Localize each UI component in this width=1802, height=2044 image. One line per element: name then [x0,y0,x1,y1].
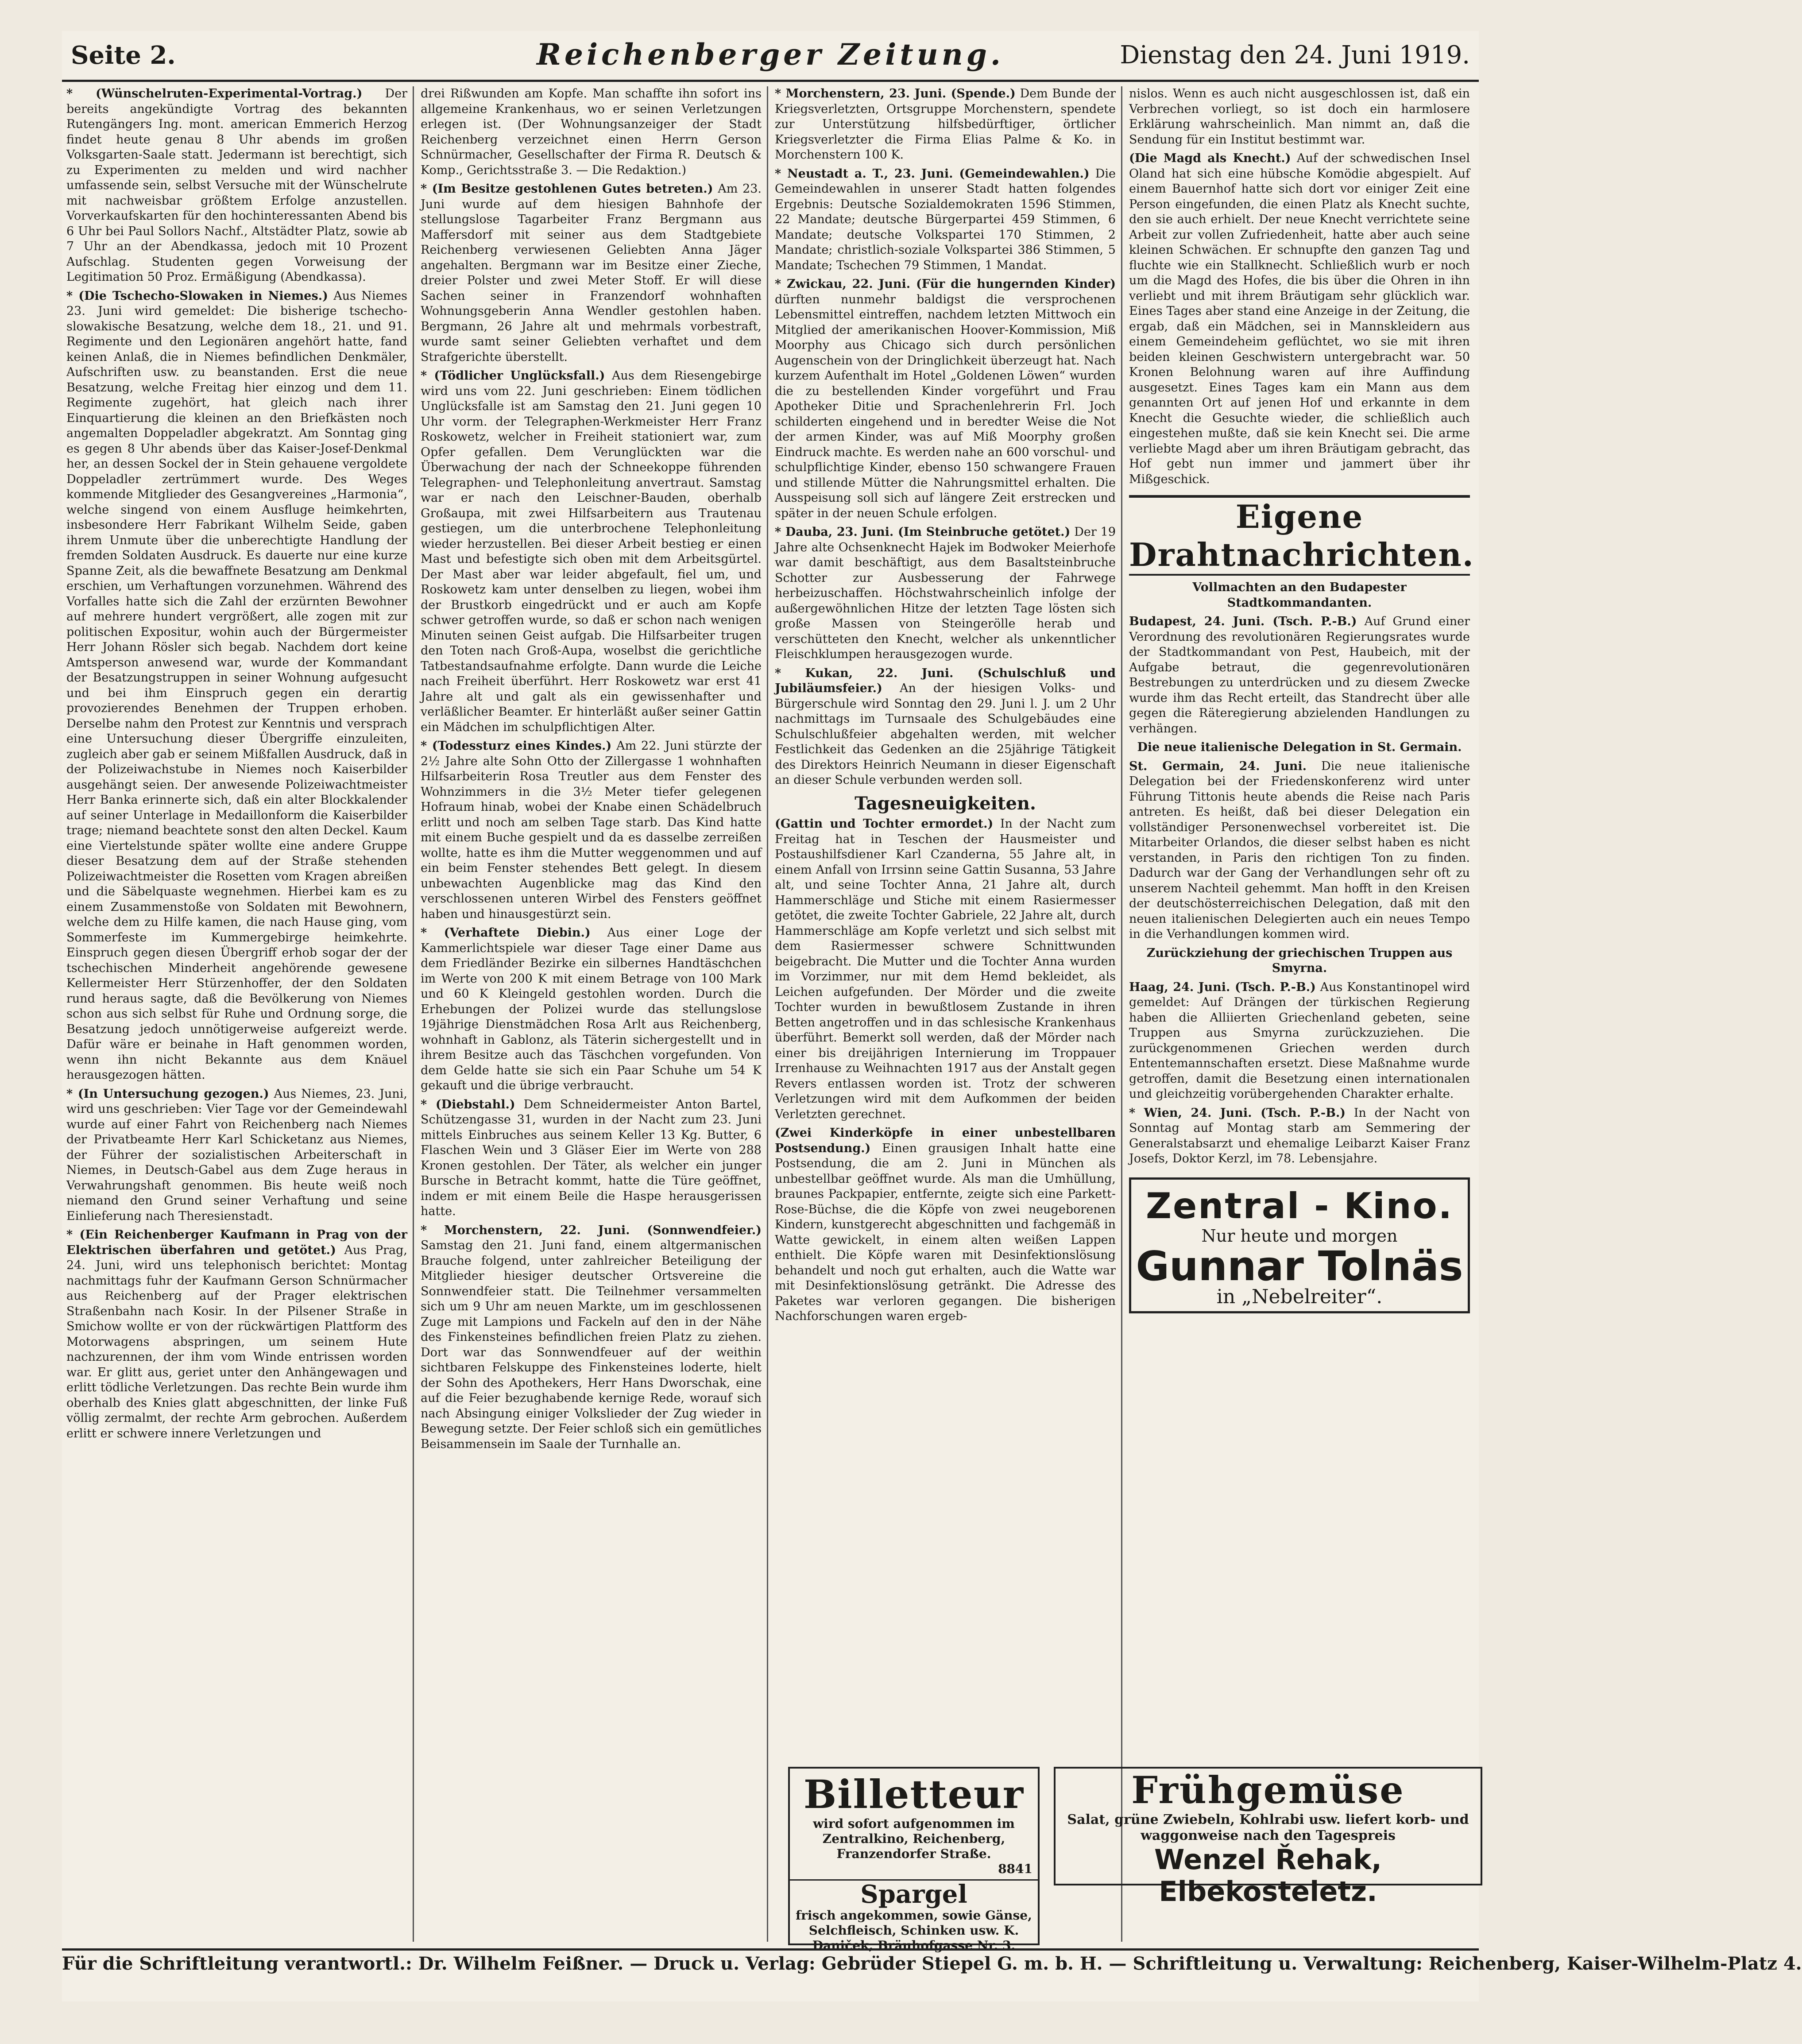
article-heading: Haag, 24. Juni. (Tsch. P.-B.) [1129,980,1316,994]
article-body: In der Nacht von Sonntag auf Montag starb am Semmering der Generalstabsarzt und ehemalige Leibarzt Kaiser Franz Josefs, Doktor Kerzl, im 78. Lebensjahre. [1129,1106,1470,1165]
article-heading: Budapest, 24. Juni. (Tsch. P.-B.) [1129,615,1357,628]
article-heading: St. Germain, 24. Juni. [1129,759,1307,773]
article-body: Aus Niemes 23. Juni wird gemeldet: Die bisherige tschecho-slowakische Besatzung, welche dem 18., 21. und 91. Regimente und den Legionären angehört hatte, fand keinen Anlaß, die in Niemes befindlichen Denkmäler, Aufschriften usw. zu beanstanden. Erst die neue Besatzung, welche Freitag hier einzog und dem 11. Regimente zugehört, hat gleich nach ihrer Einquartierung die kleinen an den Briefkästen noch angemalten Doppeladler abgekratzt. Am Sonntag ging es gegen 8 Uhr abends über das Kaiser-Josef-Denkmal her, an dessen Sockel der in Stein gehauene vergoldete Doppeladler zertrümmert wurde. Des Weges kommende Mitglieder des Gesangvereines „Harmonia“, welche singend von einem Ausfluge heimkehrten, insbesondere Herr Fabrikant Wilhelm Seide, gaben ihrem Unmute über die unberechtigte Handlung der fremden Soldaten Ausdruck. Es dauerte nur eine kurze Spanne Zeit, als die bewaffnete Besatzung am Denkmal erschien, um Verhaftungen vorzunehmen. Während des Vorfalles hatte sich die Zahl der erzürnten Bewohner auf mehrere hundert vergrößert, alle zogen mit zur politischen Expositur, wohin auch der Bürgermeister Herr Johann Rösler sich begab. Nachdem dort keine Amtsperson anwesend war, wurde der Kommandant der Besatzungstruppen in seiner Wohnung aufgesucht und bei ihm Einspruch gegen ein derartig provozierendes Benehmen der Truppen erhoben. Derselbe nahm den Protest zur Kenntnis und versprach eine Untersuchung dieser Übergriffe einzuleiten, zugleich aber gab er seinem Mißfallen Ausdruck, daß in der Polizeiwachstube in Niemes noch Kaiserbilder ausgehängt seien. Der anwesende Polizeiwachtmeister Herr Banka erinnerte sich, daß ein alter Blockkalender auf seiner Unterlage in Medaillonform die Kaiserbilder trage; niemand beachtete sonst den alten Deckel. Kaum eine Viertelstunde später wollte eine andere Gruppe dieser Besatzung dem auf der Straße stehenden Polizeiwachtmeister die Rosetten vom Kragen abreißen und die Säbelquaste wegnehmen. Hierbei kam es zu einem Zusammenstoße von Soldaten mit Bewohnern, welche dem zu Hilfe kamen, die nach Hause ging, vom Sommerfeste im Kummergebirge heimkehrte. Einspruch gegen diesen Übergriff erhob sogar der der tschechischen Minderheit angehörende gewesene Kellermeister Herr Stürzenhoffer, der den Soldaten rund heraus sagte, daß die Bevölkerung von Niemes schon aus sich selbst für Ruhe und Ordnung sorge, die Besatzung jedoch unnötigerweise aufgereizt werde. Dafür wäre er beinahe in Haft genommen worden, wenn ihn nicht Bekannte aus dem Knäuel herausgezogen hätten. [66,289,407,1082]
article-heading: * (Diebstahl.) [421,1097,515,1111]
fruehgemuese-name: Wenzel Řehak, Elbekosteletz. [1154,1843,1382,1908]
article-body: Dem Bunde der Kriegsverletzten, Ortsgruppe Morchenstern, spendete zur Unterstützung hilfsbedürftiger, örtlicher Kriegsverletzter die Firma Elias Palme & Ko. in Morchenstern 100 K. [775,87,1116,162]
issue-date: Dienstag den 24. Juni 1919. [1120,41,1470,70]
article [1129,614,1470,736]
column-4-mid2 [1129,759,1470,942]
article-heading: * (Tödlicher Unglücksfall.) [421,369,605,383]
article [421,739,762,922]
billetteur-ad [788,1767,1040,1953]
article [66,1087,407,1224]
article-body: In der Nacht zum Freitag hat in Teschen der Hausmeister und Postaushilfsdiener Karl Czanderna, 55 Jahre alt, in einem Anfall von Irrsinn seine Gattin Susanna, 53 Jahre alt, und seine Tochter Anna, 21 Jahre alt, durch Hammerschläge und Stiche mit einem Rasiermesser getötet, die zweite Tochter Gabriele, 22 Jahre alt, durch Hammerschläge am Kopfe verletzt und sich selbst mit dem Rasiermesser schwere Schnittwunden beigebracht. Die Mutter und die Tochter Anna wurden im Vorzimmer, nur mit dem Hemd bekleidet, als Leichen aufgefunden. Der Mörder und die zweite Tochter wurden in bewußtlosem Zustande in ihren Betten angetroffen und in das schlesische Krankenhaus überführt. Bemerkt soll werden, daß der Mörder nach einer bis dreijährigen Internierung im Troppauer Irrenhause zu Weihnachten 1917 aus der Anstalt gegen Revers entlassen worden ist. Trotz der schweren Verletzungen wird mit dem Aufkommen der beiden Verletzten gerechnet. [775,817,1116,1121]
kino-film: in „Nebelreiter“. [1216,1285,1383,1308]
article [775,277,1116,521]
article-body: Auf der schwedischen Insel Oland hat sich eine hübsche Komödie abgespielt. Auf einem Bauernhof hatte sich dort vor einiger Zeit eine Person eingefunden, die einen Platz als Knecht suchte, den sie auch erhielt. Der neue Knecht verrichtete seine Arbeit zur vollen Zufriedenheit, hatte aber auch seine kleinen Schwächen. Er schnupfte den ganzen Tag und fluchte wie ein Stallknecht. Schließlich wurb er noch um die Magd des Hofes, die bis über die Ohren in ihn verliebt und mit ihrem Bräutigam sehr glücklich war. Eines Tages aber stand eine Anzeige in der Zeitung, die ergab, daß ein Mädchen, sei in Mannskleidern aus einem Gemeindeheim geflüchtet, wo sie mit ihren beiden kleinen Geschwistern untergebracht war. 50 Kronen Belohnung waren auf ihre Auffindung ausgesetzt. Eines Tages kam ein Mann aus dem genannten Ort auf jenen Hof und erkannte in dem Knecht die Gesuchte wieder, die schließlich auch eingestehen mußte, daß sie kein Knecht sei. Die arme verliebte Magd aber um ihren Bräutigam gebracht, das Hof gebt nun immer und jammert über ihr Mißgeschick. [1129,151,1470,486]
section-heading: Tagesneuigkeiten. [855,793,1036,814]
columns [62,86,1479,1942]
article [421,182,762,365]
italian-delegation-heading: Die neue italienische Delegation in St. Germain. [1137,740,1462,754]
article-heading: * (In Untersuchung gezogen.) [66,1087,269,1101]
article-body: Aus Konstantinopel wird gemeldet: Auf Drängen der türkischen Regierung haben die Alliierten Griechenland gebeten, seine Truppen aus Smyrna zurückzuziehen. Die zurückgenommenen Griechen werden durch Ententemannschaften ersetzt. Diese Maßnahme wurde getroffen, damit die Besetzung einen internationalen und gleichzeitig vorübergehenden Charakter erhalte. [1129,980,1470,1101]
article-heading: (Gattin und Tochter ermordet.) [775,817,994,831]
article-body: Am 23. Juni wurde auf dem hiesigen Bahnhofe der stellungslose Tagarbeiter Franz Bergmann aus Maffersdorf mit seiner aus dem Stadtgebiete Reichenberg verwiesenen Geliebten Anna Jäger angehalten. Bergmann war im Besitze einer Zieche, dreier Polster und zwei Meter Stoff. Er will diese Sachen seiner in Franzendorf wohnhaften Wohnungsgeberin Anna Wendler gestohlen haben. Bergmann, 26 Jahre alt und mehrmals vorbestraft, wurde samt seiner Geliebten verhaftet und dem Strafgerichte überstellt. [421,182,762,364]
drahtnachrichten-subheading: Vollmachten an den Budapester Stadtkommandanten. [1192,581,1407,610]
article [421,368,762,735]
kino-actor: Gunnar Tolnäs [1136,1243,1463,1290]
article-body: Samstag den 21. Juni fand, einem altgermanischen Brauche folgend, unter zahlreicher Beteiligung der Mitglieder hiesiger deutscher Ortsvereine die Sonnwendfeier statt. Die Teilnehmer versammelten sich um 9 Uhr am neuen Markte, um im geschlossenen Zuge mit Lampions und Fackeln auf den in der Nähe des Finkensteines befindlichen freien Platz zu ziehen. Dort war das Sonnwendfeuer auf der weithin sichtbaren Felskuppe des Finkensteines loderte, hielt der Sohn des Apothekers, Herr Hans Dworschak, eine auf die Feier bezughabende kernige Rede, worauf sich nach Absingung einiger Volkslieder der Zug wieder in Bewegung setzte. Der Feier schloß sich ein gemütliches Beisammensein im Saale der Turnhalle an. [421,1239,762,1451]
spargel-title: Spargel [790,1879,1038,1908]
article-heading: * Dauba, 23. Juni. (Im Steinbruche getötet.) [775,525,1071,539]
column-4-bottom [1129,980,1470,1167]
article-body: Der bereits angekündigte Vortrag des bekannten Rutengängers Ing. mont. american Emmerich Herzog findet heute genau 8 Uhr abends im großen Volksgarten-Saale statt. Jedermann ist berechtigt, sich zu Experimenten zu melden und wird nachher umfassende sein, selbst Versuche mit der Wünschelrute mit nachweisbar größtem Erfolge anzustellen. Vorverkaufskarten für den hochinteressanten Abend bis 6 Uhr bei Paul Sollors Nachf., Altstädter Platz, sowie ab 7 Uhr an der Abendkassa, jedoch mit 10 Prozent Aufschlag. Studenten gegen Vorweisung der Legitimation 50 Proz. Ermäßigung (Abendkassa). [66,87,407,284]
article [775,525,1116,662]
kino-line: Nur heute und morgen [1201,1226,1398,1246]
article-body: Aus Niemes, 23. Juni, wird uns geschrieben: Vier Tage vor der Gemeindewahl wurde auf einer Fahrt von Reichenberg nach Niemes der Privatbeamte Herr Karl Schicketanz aus Niemes, der Führer der sozialistischen Arbeiterschaft in Niemes, in Deutsch-Gabel aus dem Zuge heraus in Verwahrungshaft genommen. Bis heute weiß noch niemand den Grund seiner Verhaftung und seine Einlieferung nach Theresienstadt. [66,1087,407,1223]
kino-name: Zentral - Kino. [1146,1185,1453,1227]
billetteur-title: Billetteur [803,1771,1025,1817]
drahtnachrichten-heading: Eigene Drahtnachrichten. [1129,495,1470,576]
article-heading: * Wien, 24. Juni. (Tsch. P.-B.) [1129,1106,1346,1120]
article [775,1126,1116,1324]
article [1129,759,1470,942]
article [775,817,1116,1122]
article-heading: * Kukan, 22. Juni. (Schulschluß und Jubiläumsfeier.) [775,666,1116,695]
article-heading: * (Im Besitze gestohlenen Gutes betreten.) [421,182,713,196]
column-1 [66,86,407,1942]
page-number: Seite 2. [71,41,176,70]
fruehgemuese-title: Frühgemüse [1131,1768,1405,1812]
article [1129,151,1470,487]
article-heading: * Morchenstern, 22. Juni. (Sonnwendfeier.) [421,1223,762,1237]
article-heading: (Die Magd als Knecht.) [1129,151,1291,165]
article-body: Aus Prag, 24. Juni, wird uns telephonisch berichtet: Montag nachmittags fuhr der Kaufmann Gerson Schnürmacher aus Reichenberg auf der Prager elektrischen Straßenbahn nach Kosir. In der Pilsener Straße in Smichow wollte er von der rückwärtigen Plattform des Motorwagens abspringen, um seinem Hute nachzurennen, der ihm vom Winde entrissen worden war. Er glitt aus, geriet unter den Anhängewagen und erlitt tödliche Verletzungen. Das rechte Bein wurde ihm oberhalb des Knies glatt abgeschnitten, der linke Fuß völlig zermalmt, der rechte Arm gebrochen. Außerdem erlitt er schwere innere Verletzungen und [66,1243,407,1440]
article-body: dürften nunmehr baldigst die versprochenen Lebensmittel eintreffen, nachdem letzten Mittwoch ein Mitglied der amerikanischen Hoover-Kommission, Miß Moorphy aus Chicago sich durch persönlichen Augenschein von der Dringlichkeit überzeugt hat. Nach kurzem Aufenthalt im Hotel „Goldenen Löwen“ wurden die zu bestellenden Kinder vorgeführt und Frau Apotheker Ditie und Sprachenlehrerin Frl. Joch schilderten eingehend und in beredter Weise die Not der armen Kinder, was auf Miß Moorphy großen Eindruck machte. Es werden nahe an 600 vorschul- und schulpflichtige Kinder, ebenso 150 schwangere Frauen und stillende Mütter die Nahrungsmittel erhalten. Die Ausspeisung soll sich auf längere Zeit erstrecken und später in der neuen Schule erfolgen. [775,292,1116,520]
article [1129,980,1470,1102]
column-2 [421,86,762,1942]
advertisements [788,1767,1479,1953]
column-3 [775,86,1116,1760]
article-body: drei Rißwunden am Kopfe. Man schaffte ihn sofort ins allgemeine Krankenhaus, wo er seinen Verletzungen erlegen ist. (Der Wohnungsanzeiger der Stadt Reichenberg verzeichnet einen Herrn Gerson Schnürmacher, Gesellschafter der Firma R. Deutsch & Komp., Gerichtsstraße 3. — Die Redaktion.) [421,87,762,177]
article [66,86,407,285]
article-heading: * (Verhaftete Diebin.) [421,926,591,940]
article-heading: * Zwickau, 22. Juni. (Für die hungernden Kinder) [775,277,1116,291]
article-body: Einen grausigen Inhalt hatte eine Postsendung, die am 2. Juni in München als unbestellbar geöffnet wurde. Als man die Umhüllung, braunes Packpapier, entfernte, zeigte sich eine Parkett-Rose-Büchse, die die Köpfe von zwei neugeborenen Kindern, kunstgerecht abgeschnitten und fachgemäß in Watte gewickelt, in einem alten weißen Lappen enthielt. Die Köpfe waren mit Desinfektionslösung behandelt und noch gut erhalten, auch die Watte war mit Desinfektionslösung getränkt. Die Adresse des Paketes war verloren gegangen. Die bisherigen Nachforschungen waren ergeb- [775,1141,1116,1323]
article-heading: (Zwei Kinderköpfe in einer unbestellbaren Postsendung.) [775,1126,1116,1155]
article-body: Am 22. Juni stürzte der 2½ Jahre alte Sohn Otto der Zillergasse 1 wohnhaften Hilfsarbeiterin Rosa Treutler aus dem Fenster des Wohnzimmers in die 3½ Meter tiefer gelegenen Hofraum hinab, wobei der Knabe einen Schädelbruch erlitt und noch am selben Tage starb. Das Kind hatte mit einem Buche gespielt und da es dasselbe zerreißen wollte, hatte es ihm die Mutter weggenommen und auf ein beim Fenster stehendes Bett gelegt. In diesem unbewachten Augenblicke mag das Kind den verschlossenen unteren Wirbel des Fensters geöffnet haben und hinausgestürzt sein. [421,739,762,921]
newspaper-page [62,31,1802,2001]
article [1129,1106,1470,1167]
article-body: Die Gemeindewahlen in unserer Stadt hatten folgendes Ergebnis: Deutsche Sozialdemokraten 1596 Stimmen, 22 Mandate; deutsche Bürgerpartei 459 Stimmen, 6 Mandate; deutsche Volkspartei 170 Stimmen, 2 Mandate; christlich-soziale Volkspartei 386 Stimmen, 5 Mandate; Tschechen 79 Stimmen, 1 Mandat. [775,166,1116,272]
newspaper-title: Reichenberger Zeitung. [537,37,1004,72]
article-heading: * Neustadt a. T., 23. Juni. (Gemeindewahlen.) [775,166,1090,181]
masthead [62,31,1479,82]
column-4-top [1129,86,1470,487]
article-heading: * (Die Tschecho-Slowaken in Niemes.) [66,289,328,303]
article-body: Auf Grund einer Verordnung des revolutionären Regierungsrates wurde der Stadtkommandant von Pest, Haubeich, mit der Aufgabe betraut, die gegenrevolutionären Bestrebungen zu unterdrücken und zu diesem Zwecke wurde ihm das Recht erteilt, das Standrecht über alle gegen die Räteregierung abzielenden Handlungen zu verhängen. [1129,615,1470,736]
article-body: An der hiesigen Volks- und Bürgerschule wird Sonntag den 29. Juni l. J. um 2 Uhr nachmittags im Turnsaale des Schulgebäudes eine Schulschlußfeier abgehalten werden, mit welcher Festlichkeit das Gedenken an die 25jährige Tätigkeit des Direktors Heinrich Neumann in dieser Eigenschaft an dieser Schule verbunden werden soll. [775,681,1116,787]
greek-troops-heading: Zurückziehung der griechischen Truppen aus Smyrna. [1146,946,1453,975]
fruehgemuese-ad [1054,1767,1482,1908]
article [421,1223,762,1452]
article [775,86,1116,163]
billetteur-text: wird sofort aufgenommen im Zentralkino, Reichenberg, Franzendorfer Straße. [813,1816,1015,1861]
zentral-kino-ad [1129,1177,1470,1313]
imprint-footer: Für die Schriftleitung verantwortl.: Dr. Wilhelm Feißner. — Druck u. Verlag: Gebrüder Stiepel G. m. b. H. — Schriftleitung u. Verwaltung: Reichenberg, Kaiser-Wilhelm-Platz 4. [62,1948,1479,1982]
article-body: Aus dem Riesengebirge wird uns vom 22. Juni geschrieben: Einem tödlichen Unglücksfalle ist am Samstag den 21. Juni gegen 10 Uhr vorm. der Telegraphen-Werkmeister Herr Franz Roskowetz, welcher in Freiheit stationiert war, zum Opfer gefallen. Dem Verunglückten war die Überwachung der nach der Schneekoppe führenden Telegraphen- und Telephonleitung anvertraut. Samstag war er nach den Leischner-Bauden, oberhalb Großaupa, mit zwei Hilfsarbeitern aus Trautenau gestiegen, um die unterbrochene Telephonleitung wieder herzustellen. Bei dieser Arbeit bestieg er einen Mast und befestigte sich oben mit dem Arbeitsgürtel. Der Mast aber war leider abgefault, fiel um, und Roskowetz kam unter denselben zu liegen, wobei ihm der Brustkorb eingedrückt und er auch am Kopfe schwer getroffen wurde, so daß er schon nach wenigen Minuten seinen Geist aufgab. Die Hilfsarbeiter trugen den Toten nach Groß-Aupa, woselbst die gerichtliche Tatbestandsaufnahme erfolgte. Dann wurde die Leiche nach Freiheit überführt. Herr Roskowetz war erst 41 Jahre alt und galt als ein gewissenhafter und verläßlicher Beamter. Er hinterläßt außer seiner Gattin ein Mädchen im schulpflichtigen Alter. [421,369,762,734]
article [66,1227,407,1441]
article-body: Der 19 Jahre alte Ochsenknecht Hajek im Bodwoker Meierhofe war damit beschäftigt, aus dem Basaltsteinbruche Schotter zur Ausbesserung der Fahrwege herbeizuschaffen. Höchstwahrscheinlich infolge der außergewöhnlichen Hitze der letzten Tage lösten sich große Massen von Steingerölle herab und verschütteten den Knecht, welcher als unkenntlicher Fleischklumpen herausgezogen wurde. [775,525,1116,661]
article-heading: * Morchenstern, 23. Juni. (Spende.) [775,87,1016,101]
article [421,1097,762,1219]
column-4-mid [1129,614,1470,736]
billetteur-code: 8841 [998,1862,1032,1876]
article-heading: * (Todessturz eines Kindes.) [421,739,612,753]
article-heading: * (Ein Reichenberger Kaufmann in Prag von der Elektrischen überfahren und getötet.) [66,1228,407,1257]
article [421,925,762,1094]
article-body: nislos. Wenn es auch nicht ausgeschlossen ist, daß ein Verbrechen vorliegt, so ist doch ein harmlosere Erklärung wahrscheinlich. Man nimmt an, daß die Sendung für ein Institut bestimmt war. [1129,87,1470,147]
article [775,166,1116,274]
fruehgemuese-text: Salat, grüne Zwiebeln, Kohlrabi usw. liefert korb- und waggonweise nach den Tagespreis [1067,1812,1469,1843]
article [775,666,1116,788]
article [66,289,407,1083]
article [421,86,762,178]
article-body: Die neue italienische Delegation bei der Friedenskonferenz wird unter Führung Tittonis heute abends die Reise nach Paris antreten. Es heißt, daß bei dieser Delegation ein vollständiger Personenwechsel vorbereitet ist. Die Mitarbeiter Orlandos, die dieser selbst haben es nicht verstanden, in Paris den richtigen Ton zu finden. Dadurch war der Gang der Verhandlungen sehr oft zu unserem Nachteil gehemmt. Man hofft in den Kreisen der deutschösterreichischen Delegation, daß mit den neuen italienischen Delegierten auch ein neues Tempo in die Verhandlungen kommen wird. [1129,759,1470,941]
article [1129,86,1470,147]
column-4 [1129,86,1474,1942]
article-body: Dem Schneidermeister Anton Bartel, Schützengasse 31, wurden in der Nacht zum 23. Juni mittels Einbruches aus seinem Keller 13 Kg. Butter, 6 Flaschen Wein und 3 Gläser Eier im Werte von 288 Kronen gestohlen. Der Täter, als welcher ein junger Bursche in Betracht kommt, hatte die Türe geöffnet, indem er mit einem Beile die Haspe herausgerissen hatte. [421,1097,762,1218]
article-body: Aus einer Loge der Kammerlichtspiele war dieser Tage einer Dame aus dem Friedländer Bezirke ein silbernes Handtäschchen im Werte von 200 K mit einem Betrage von 100 Mark und 60 K Kleingeld gestohlen worden. Durch die Erhebungen der Polizei wurde das stellungslose 19jährige Dienstmädchen Rosa Arlt aus Reichenberg, wohnhaft in Gablonz, als Täterin sichergestellt und in ihrem Besitze auch das Täschchen vorgefunden. Von dem Gelde hatte sie sich ein Paar Schuhe um 54 K gekauft und die übrige verbraucht. [421,926,762,1092]
article-heading: * (Wünschelruten-Experimental-Vortrag.) [66,87,363,101]
spargel-text: frisch angekommen, sowie Gänse, Selchfleisch, Schinken usw. K. Daniček, Bräuhofgasse Nr. 3. [796,1908,1032,1953]
